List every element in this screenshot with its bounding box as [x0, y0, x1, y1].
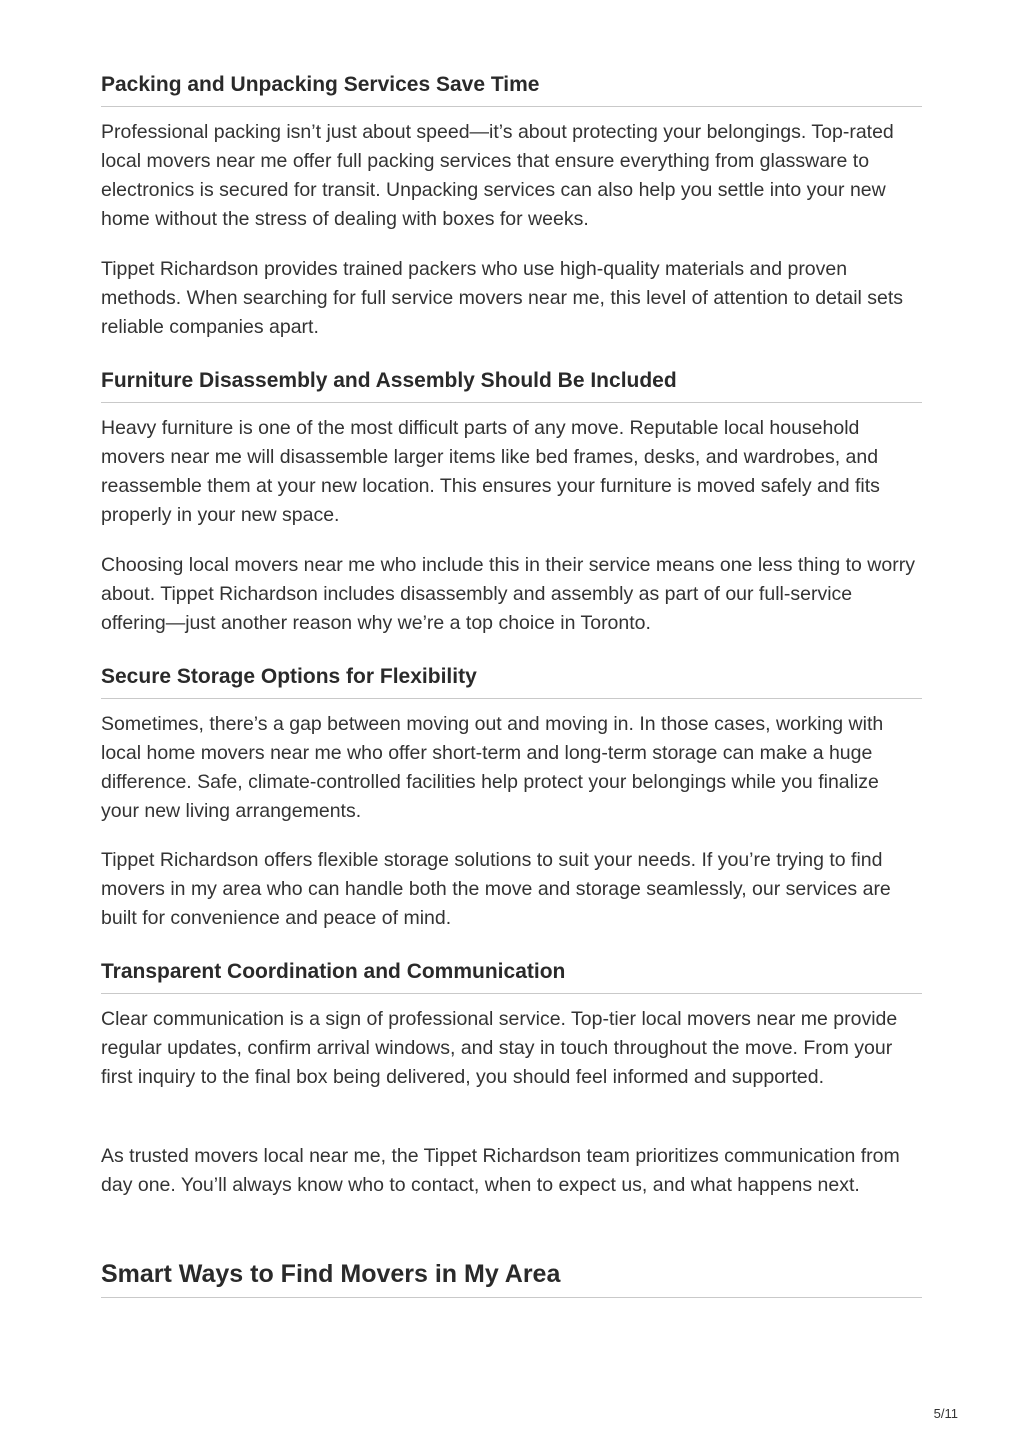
section-heading-furniture: Furniture Disassembly and Assembly Should Be Included: [101, 368, 922, 403]
paragraph: Tippet Richardson offers flexible storage solutions to suit your needs. If you’re trying to find movers in my area who can handle both the move and storage seamlessly, our services are built for convenience and peace of mind.: [101, 849, 891, 929]
paragraph: Heavy furniture is one of the most difficult parts of any move. Reputable local household movers near me will disassemble larger items like bed frames, desks, and wardrobes, and reassemble them at your new location. This ensures your furniture is moved safely and fits properly in your new space.: [101, 417, 880, 526]
section-heading-communication: Transparent Coordination and Communication: [101, 959, 922, 994]
paragraph: Clear communication is a sign of professional service. Top-tier local movers near me provide regular updates, confirm arrival windows, and stay in touch throughout the move. From your first inquiry to the final box being delivered, you should feel informed and supported.: [101, 1008, 898, 1088]
paragraph: Tippet Richardson provides trained packers who use high-quality materials and proven methods. When searching for full service movers near me, this level of attention to detail sets reliable companies apart.: [101, 258, 904, 338]
paragraph: As trusted movers local near me, the Tippet Richardson team prioritizes communication from day one. You’ll always know who to contact, when to expect us, and what happens next.: [101, 1145, 900, 1196]
paragraph: Professional packing isn’t just about speed—it’s about protecting your belongings. Top-rated local movers near me offer full packing services that ensure everything from glassware to electronics is secured for transit. Unpacking services can also help you settle into your new home without the stress of dealing with boxes for weeks.: [101, 121, 894, 230]
section-heading-packing: Packing and Unpacking Services Save Time: [101, 72, 922, 107]
paragraph: Choosing local movers near me who include this in their service means one less thing to worry about. Tippet Richardson includes disassembly and assembly as part of our full-service offering—just another reason why we’re a top choice in Toronto.: [101, 554, 915, 634]
paragraph: Sometimes, there’s a gap between moving out and moving in. In those cases, working with local home movers near me who offer short-term and long-term storage can make a huge difference. Safe, climate-controlled facilities help protect your belongings while you finalize your new living arrangements.: [101, 713, 884, 822]
page-number: 5/11: [933, 1406, 958, 1421]
section-heading-storage: Secure Storage Options for Flexibility: [101, 664, 922, 699]
main-heading: Smart Ways to Find Movers in My Area: [101, 1259, 922, 1298]
